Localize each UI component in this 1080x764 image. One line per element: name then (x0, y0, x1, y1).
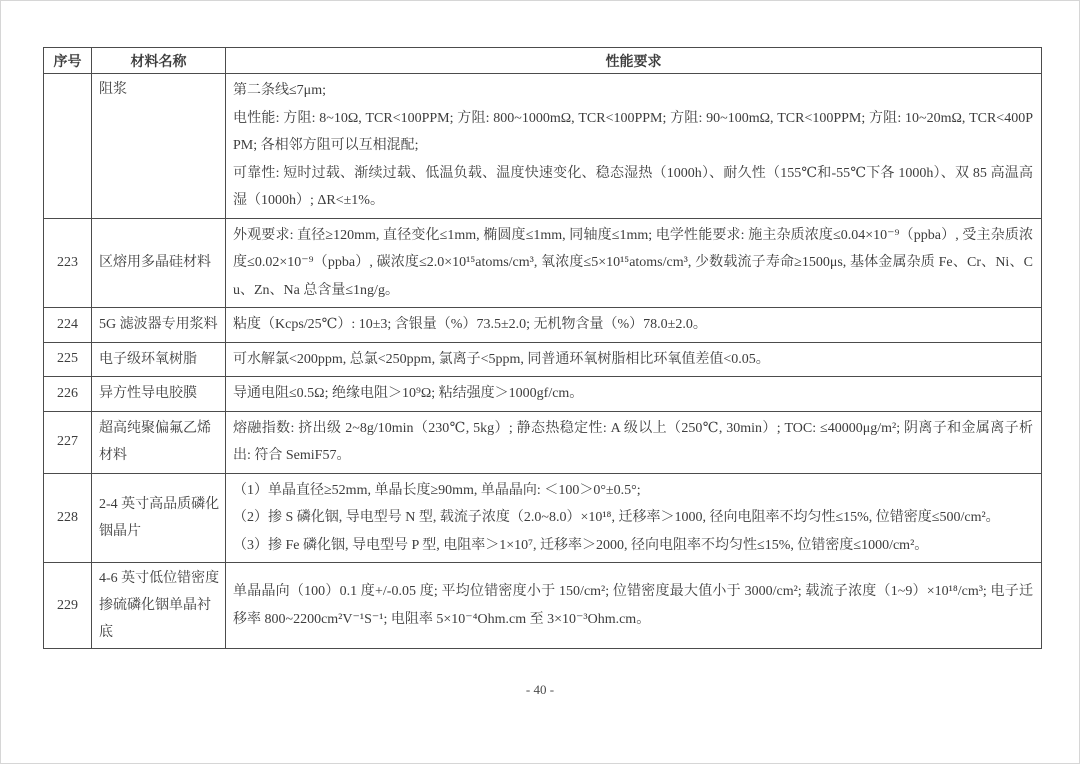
requirement-paragraph: 单晶晶向（100）0.1 度+/-0.05 度; 平均位错密度小于 150/cm²; 位错密度最大值小于 3000/cm²; 载流子浓度（1~9）×10¹⁸/cm³; 电子迁移率 800~2200cm²V⁻¹S⁻¹; 电阻率 5×10⁻⁴Ohm.cm 至 3×10⁻³Ohm.cm。 (233, 584, 1033, 627)
material-name-cell: 2-4 英寸高品质磷化铟晶片 (92, 473, 226, 563)
requirement-paragraph: 可水解氯<200ppm, 总氯<250ppm, 氯离子<5ppm, 同普通环氧树脂相比环氧值差值<0.05。 (233, 351, 770, 367)
table-row (44, 411, 1042, 473)
table-header (44, 48, 1042, 74)
header-row (44, 48, 1042, 74)
table-body (44, 74, 1042, 649)
row-number-cell: 225 (44, 342, 92, 377)
row-number-cell: 228 (44, 473, 92, 563)
requirements-cell (226, 563, 1042, 649)
table-row (44, 308, 1042, 343)
material-name-cell: 电子级环氧树脂 (92, 342, 226, 377)
requirements-cell (226, 473, 1042, 563)
row-number-cell: 223 (44, 218, 92, 308)
requirements-cell (226, 308, 1042, 343)
row-number-cell: 229 (44, 563, 92, 649)
row-number-cell (44, 74, 92, 219)
material-name-cell: 5G 滤波器专用浆料 (92, 308, 226, 343)
requirement-paragraph: 第二条线≤7μm; (233, 83, 326, 98)
requirement-paragraph: 可靠性: 短时过载、渐续过载、低温负载、温度快速变化、稳态湿热（1000h）、耐久性（155℃和-55℃下各 1000h）、双 85 高温高湿（1000h）; ΔR<±1%。 (233, 165, 1033, 208)
table-row (44, 342, 1042, 377)
material-name-cell: 区熔用多晶硅材料 (92, 218, 226, 308)
requirement-paragraph: （2）掺 S 磷化铟, 导电型号 N 型, 载流子浓度（2.0~8.0）×10¹⁸, 迁移率＞1000, 径向电阻率不均匀性≤15%, 位错密度≤500/cm²。 (233, 510, 1000, 525)
requirement-paragraph: 熔融指数: 挤出级 2~8g/10min（230℃, 5kg）; 静态热稳定性: A 级以上（250℃, 30min）; TOC: ≤40000μg/m²; 阴离子和金属离子析出: 符合 SemiF57。 (233, 420, 1033, 463)
requirement-paragraph: （1）单晶直径≥52mm, 单晶长度≥90mm, 单晶晶向: ＜100＞0°±0.5°; (233, 482, 641, 498)
requirements-cell (226, 218, 1042, 308)
material-name-cell: 异方性导电胶膜 (92, 377, 226, 412)
row-number-cell: 224 (44, 308, 92, 343)
header-cell-no: 序号 (44, 48, 92, 74)
requirements-cell (226, 74, 1042, 219)
table-row (44, 473, 1042, 563)
table-row (44, 377, 1042, 412)
material-name-cell: 4-6 英寸低位错密度掺硫磷化铟单晶衬底 (92, 563, 226, 649)
requirement-paragraph: 电性能: 方阻: 8~10Ω, TCR<100PPM; 方阻: 800~1000mΩ, TCR<100PPM; 方阻: 90~100mΩ, TCR<100PPM; 方阻: 10~20mΩ, TCR<400PPM; 各相邻方阻可以互相混配; (233, 110, 1033, 153)
row-number-cell: 227 (44, 411, 92, 473)
row-number-cell: 226 (44, 377, 92, 412)
requirements-cell (226, 342, 1042, 377)
requirements-cell (226, 411, 1042, 473)
requirement-paragraph: 导通电阻≤0.5Ω; 绝缘电阻＞10⁹Ω; 粘结强度＞1000gf/cm。 (233, 386, 584, 401)
requirements-cell (226, 377, 1042, 412)
requirement-paragraph: 外观要求: 直径≥120mm, 直径变化≤1mm, 椭圆度≤1mm, 同轴度≤1mm; 电学性能要求: 施主杂质浓度≤0.04×10⁻⁹（ppba）, 受主杂质浓度≤0.02×10⁻⁹（ppba）, 碳浓度≤2.0×10¹⁵atoms/cm³, 氧浓度≤5×10¹⁵atoms/cm³, 少数载流子寿命≥1500μs, 基体金属杂质 Fe、Cr、Ni、Cu、Zn、Na 总含量≤1ng/g。 (233, 227, 1033, 298)
table-row (44, 218, 1042, 308)
requirement-paragraph: 粘度（Kcps/25℃）: 10±3; 含银量（%）73.5±2.0; 无机物含量（%）78.0±2.0。 (233, 317, 707, 332)
material-spec-table (43, 47, 1042, 649)
header-cell-material: 材料名称 (92, 48, 226, 74)
page-number: - 40 - (525, 682, 555, 697)
material-name-cell: 阻浆 (92, 74, 226, 219)
table-row (44, 563, 1042, 649)
requirement-paragraph: （3）掺 Fe 磷化铟, 导电型号 P 型, 电阻率＞1×10⁷, 迁移率＞2000, 径向电阻率不均匀性≤15%, 位错密度≤1000/cm²。 (233, 537, 929, 553)
table-row (44, 74, 1042, 219)
header-cell-requirements: 性能要求 (226, 48, 1042, 74)
material-name-cell: 超高纯聚偏氟乙烯材料 (92, 411, 226, 473)
